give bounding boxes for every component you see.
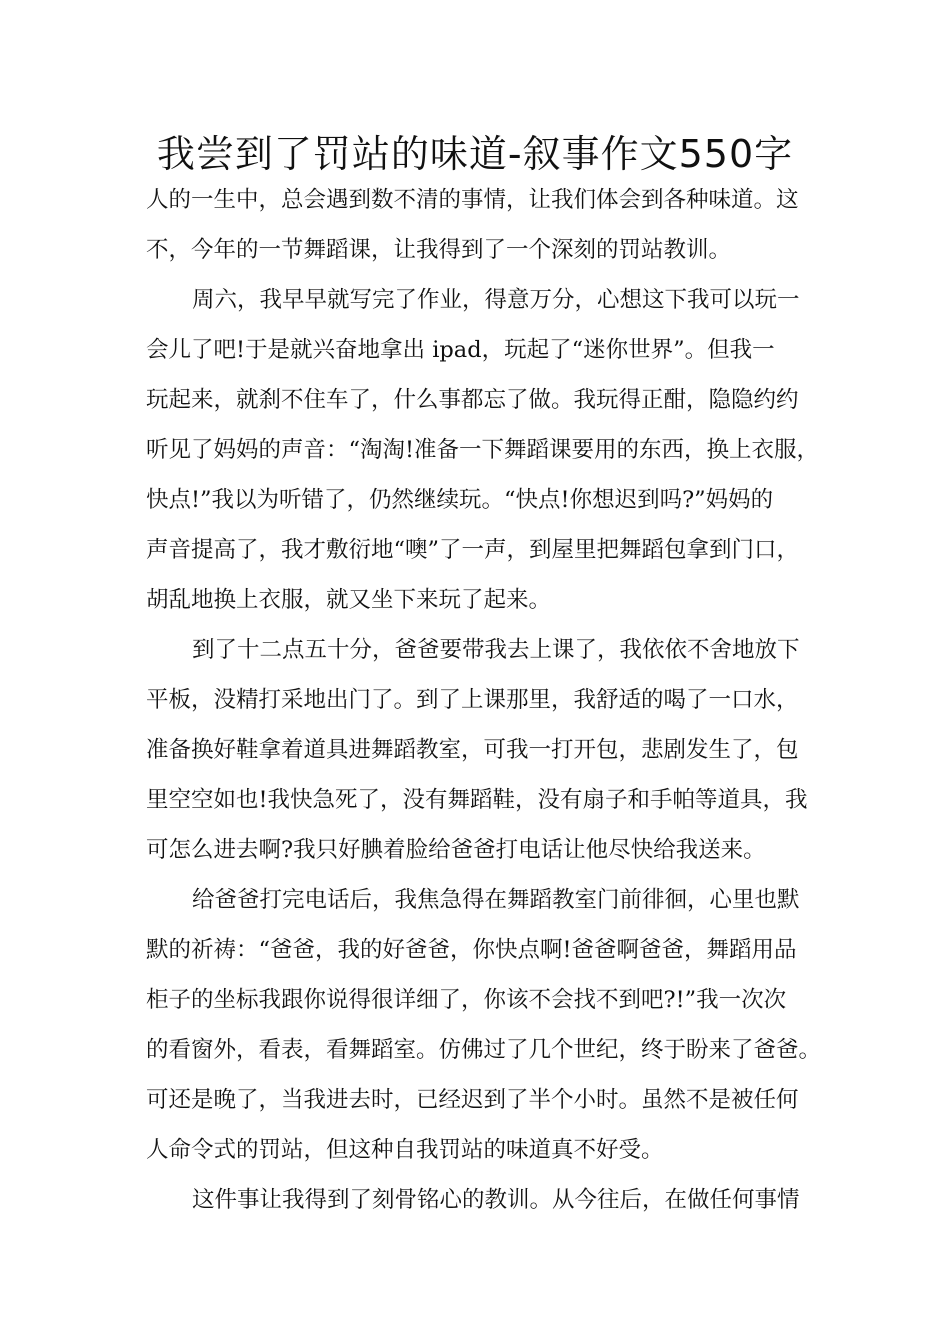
document-body <box>146 175 822 1225</box>
paragraph-line: 准备换好鞋拿着道具进舞蹈教室，可我一打开包，悲剧发生了，包 <box>146 737 799 763</box>
paragraph-line: 会儿了吧!于是就兴奋地拿出 ipad，玩起了“迷你世界”。但我一 <box>146 337 775 363</box>
paragraph-line: 默的祈祷：“爸爸，我的好爸爸，你快点啊!爸爸啊爸爸，舞蹈用品 <box>146 937 797 963</box>
paragraph-line: 听见了妈妈的声音：“淘淘!准备一下舞蹈课要用的东西，换上衣服， <box>146 437 820 463</box>
paragraph-1 <box>146 175 816 275</box>
paragraph-line: 胡乱地换上衣服，就又坐下来玩了起来。 <box>146 587 552 613</box>
paragraph-line: 不，今年的一节舞蹈课，让我得到了一个深刻的罚站教训。 <box>146 237 732 263</box>
paragraph-line: 平板，没精打采地出门了。到了上课那里，我舒适的喝了一口水， <box>146 687 799 713</box>
paragraph-line: 周六，我早早就写完了作业，得意万分，心想这下我可以玩一 <box>192 287 800 313</box>
paragraph-4 <box>146 875 822 1175</box>
paragraph-line: 可怎么进去啊?我只好腆着脸给爸爸打电话让他尽快给我送来。 <box>146 837 766 863</box>
paragraph-line: 人命令式的罚站，但这种自我罚站的味道真不好受。 <box>146 1137 664 1163</box>
paragraph-line: 的看窗外，看表，看舞蹈室。仿佛过了几个世纪，终于盼来了爸爸。 <box>146 1037 822 1063</box>
document-title: 我尝到了罚站的味道-叙事作文550字 <box>156 132 794 176</box>
paragraph-line: 到了十二点五十分，爸爸要带我去上课了，我依依不舍地放下 <box>192 637 800 663</box>
paragraph-line: 玩起来，就刹不住车了，什么事都忘了做。我玩得正酣，隐隐约约 <box>146 387 799 413</box>
paragraph-line: 给爸爸打完电话后，我焦急得在舞蹈教室门前徘徊，心里也默 <box>192 887 800 913</box>
paragraph-line: 快点!”我以为听错了，仍然继续玩。“快点!你想迟到吗?”妈妈的 <box>146 487 774 513</box>
paragraph-line: 可还是晚了，当我进去时，已经迟到了半个小时。虽然不是被任何 <box>146 1087 799 1113</box>
paragraph-line: 柜子的坐标我跟你说得很详细了，你该不会找不到吧?!”我一次次 <box>146 987 787 1013</box>
paragraph-5 <box>146 1175 816 1225</box>
paragraph-line: 声音提高了，我才敷衍地“噢”了一声，到屋里把舞蹈包拿到门口， <box>146 537 800 563</box>
paragraph-line: 这件事让我得到了刻骨铭心的教训。从今往后，在做任何事情 <box>192 1187 800 1213</box>
paragraph-line: 里空空如也!我快急死了，没有舞蹈鞋，没有扇子和手帕等道具，我 <box>146 787 808 813</box>
paragraph-2 <box>146 275 820 625</box>
paragraph-line: 人的一生中，总会遇到数不清的事情，让我们体会到各种味道。这 <box>146 187 799 213</box>
paragraph-3 <box>146 625 816 875</box>
